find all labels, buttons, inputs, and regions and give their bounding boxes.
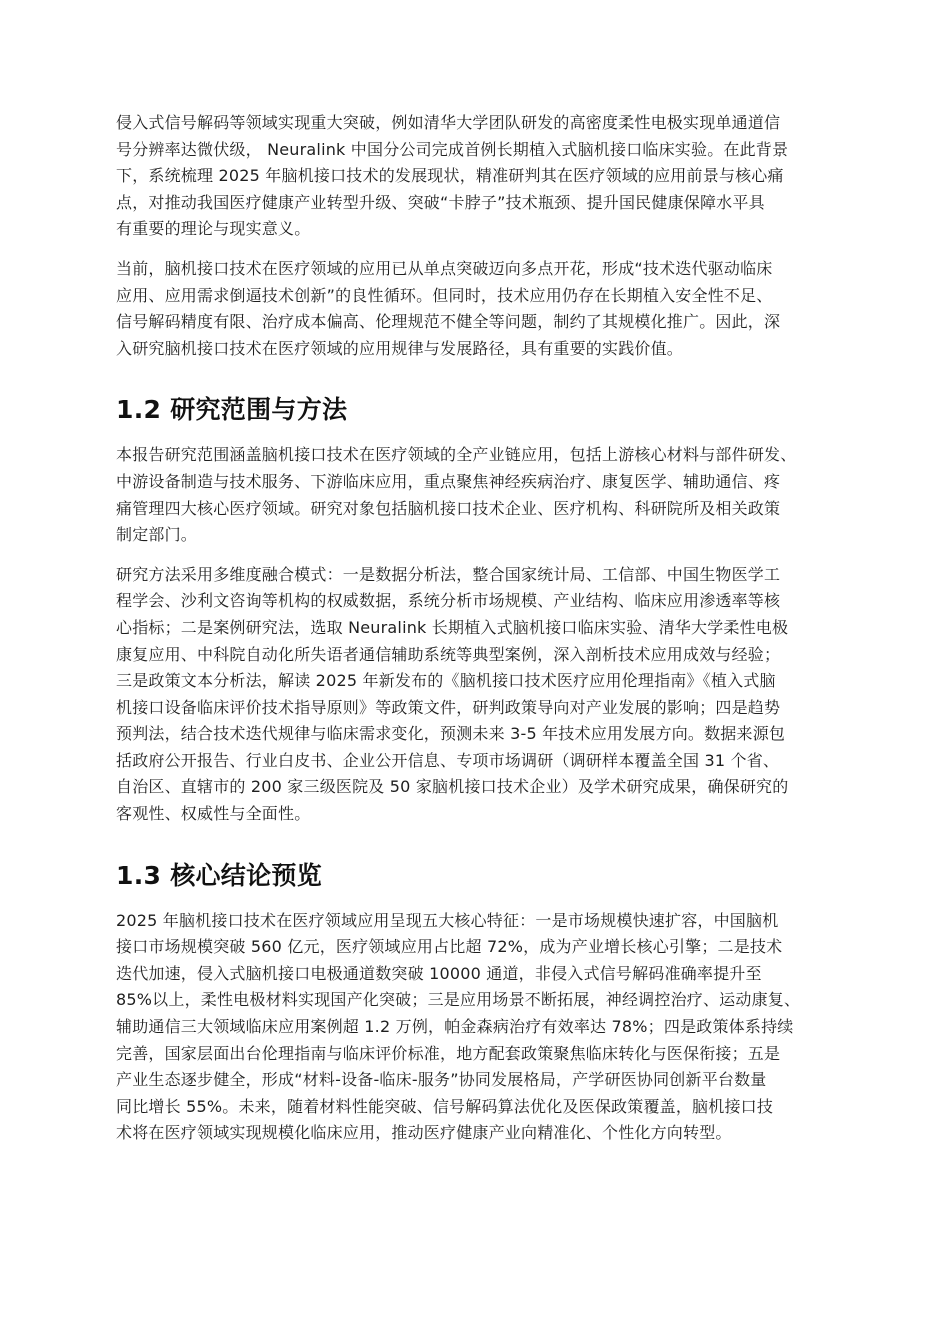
text-line: 85%以上，柔性电极材料实现国产化突破；三是应用场景不断拓展，神经调控治疗、运动康复、 [116,990,801,1010]
intro-paragraph-1 [116,110,846,243]
text-line: 括政府公开报告、行业白皮书、企业公开信息、专项市场调研（调研样本覆盖全国 31 个省、 [116,750,780,770]
text-line: 客观性、权威性与全面性。 [116,804,311,824]
text-line: 康复应用、中科院自动化所失语者通信辅助系统等典型案例，深入剖析技术应用成效与经验； [116,644,781,664]
text-line: 号分辨率达微伏级， Neuralink 中国分公司完成首例长期植入式脑机接口临床实验。在此背景 [116,139,789,159]
text-line: 预判法，结合技术迭代规律与临床需求变化，预测未来 3-5 年技术应用发展方向。数据来源包 [116,724,786,744]
section-heading-1-3: 1.3 核心结论预览 [116,860,322,890]
text-line: 研究方法采用多维度融合模式：一是数据分析法，整合国家统计局、工信部、中国生物医学工 [116,564,781,584]
text-line: 入研究脑机接口技术在医疗领域的应用规律与发展路径，具有重要的实践价值。 [116,338,684,358]
text-line: 机接口设备临床评价技术指导原则》等政策文件，研判政策导向对产业发展的影响；四是趋势 [116,697,781,717]
text-line: 下，系统梳理 2025 年脑机接口技术的发展现状，精准研判其在医疗领域的应用前景与核心痛 [116,166,784,186]
text-line: 辅助通信三大领域临床应用案例超 1.2 万例，帕金森病治疗有效率达 78%；四是政策体系持续 [116,1017,794,1037]
section-1-3-paragraph-1 [116,908,846,1147]
text-line: 三是政策文本分析法，解读 2025 年新发布的《脑机接口技术医疗应用伦理指南》《植入式脑 [116,671,776,691]
text-line: 产业生态逐步健全，形成“材料-设备-临床-服务”协同发展格局，产学研医协同创新平台数量 [116,1070,767,1090]
text-line: 接口市场规模突破 560 亿元，医疗领域应用占比超 72%，成为产业增长核心引擎；二是技术 [116,937,783,957]
text-line: 2025 年脑机接口技术在医疗领域应用呈现五大核心特征：一是市场规模快速扩容，中国脑机 [116,910,779,930]
text-line: 当前，脑机接口技术在医疗领域的应用已从单点突破迈向多点开花，形成“技术迭代驱动临床 [116,258,773,278]
text-line: 程学会、沙利文咨询等机构的权威数据，系统分析市场规模、产业结构、临床应用渗透率等核 [116,591,781,611]
text-line: 侵入式信号解码等领域实现重大突破，例如清华大学团队研发的高密度柔性电极实现单通道信 [116,113,781,132]
intro-paragraph-2 [116,256,846,362]
text-line: 心指标；二是案例研究法，选取 Neuralink 长期植入式脑机接口临床实验、清华大学柔性电极 [116,617,789,637]
text-line: 应用、应用需求倒逼技术创新”的良性循环。但同时，技术应用仍存在长期植入安全性不足、 [116,285,773,305]
text-line: 信号解码精度有限、治疗成本偏高、伦理规范不健全等问题，制约了其规模化推广。因此，深 [116,312,781,332]
text-line: 中游设备制造与技术服务、下游临床应用，重点聚焦神经疾病治疗、康复医学、辅助通信、疼 [116,471,781,491]
text-line: 术将在医疗领域实现规模化临床应用，推动医疗健康产业向精准化、个性化方向转型。 [116,1123,732,1143]
text-line: 点，对推动我国医疗健康产业转型升级、突破“卡脖子”技术瓶颈、提升国民健康保障水平具 [116,192,765,212]
text-line: 痛管理四大核心医疗领域。研究对象包括脑机接口技术企业、医疗机构、科研院所及相关政策 [116,498,781,518]
text-line: 自治区、直辖市的 200 家三级医院及 50 家脑机接口技术企业）及学术研究成果，确保研究的 [116,777,789,797]
section-heading-1-2: 1.2 研究范围与方法 [116,395,348,425]
text-line: 迭代加速，侵入式脑机接口电极通道数突破 10000 通道，非侵入式信号解码准确率提升至 [116,963,762,983]
text-line: 本报告研究范围涵盖脑机接口技术在医疗领域的全产业链应用，包括上游核心材料与部件研发、 [116,445,797,465]
text-line: 制定部门。 [116,525,198,545]
text-line: 完善，国家层面出台伦理指南与临床评价标准，地方配套政策聚焦临床转化与医保衔接；五是 [116,1043,781,1063]
section-1-2-paragraph-1 [116,442,846,548]
document-page [116,110,846,1160]
text-line: 同比增长 55%。未来，随着材料性能突破、信号解码算法优化及医保政策覆盖，脑机接口技 [116,1096,774,1116]
text-line: 有重要的理论与现实意义。 [116,219,311,239]
section-1-2-paragraph-2 [116,562,846,828]
